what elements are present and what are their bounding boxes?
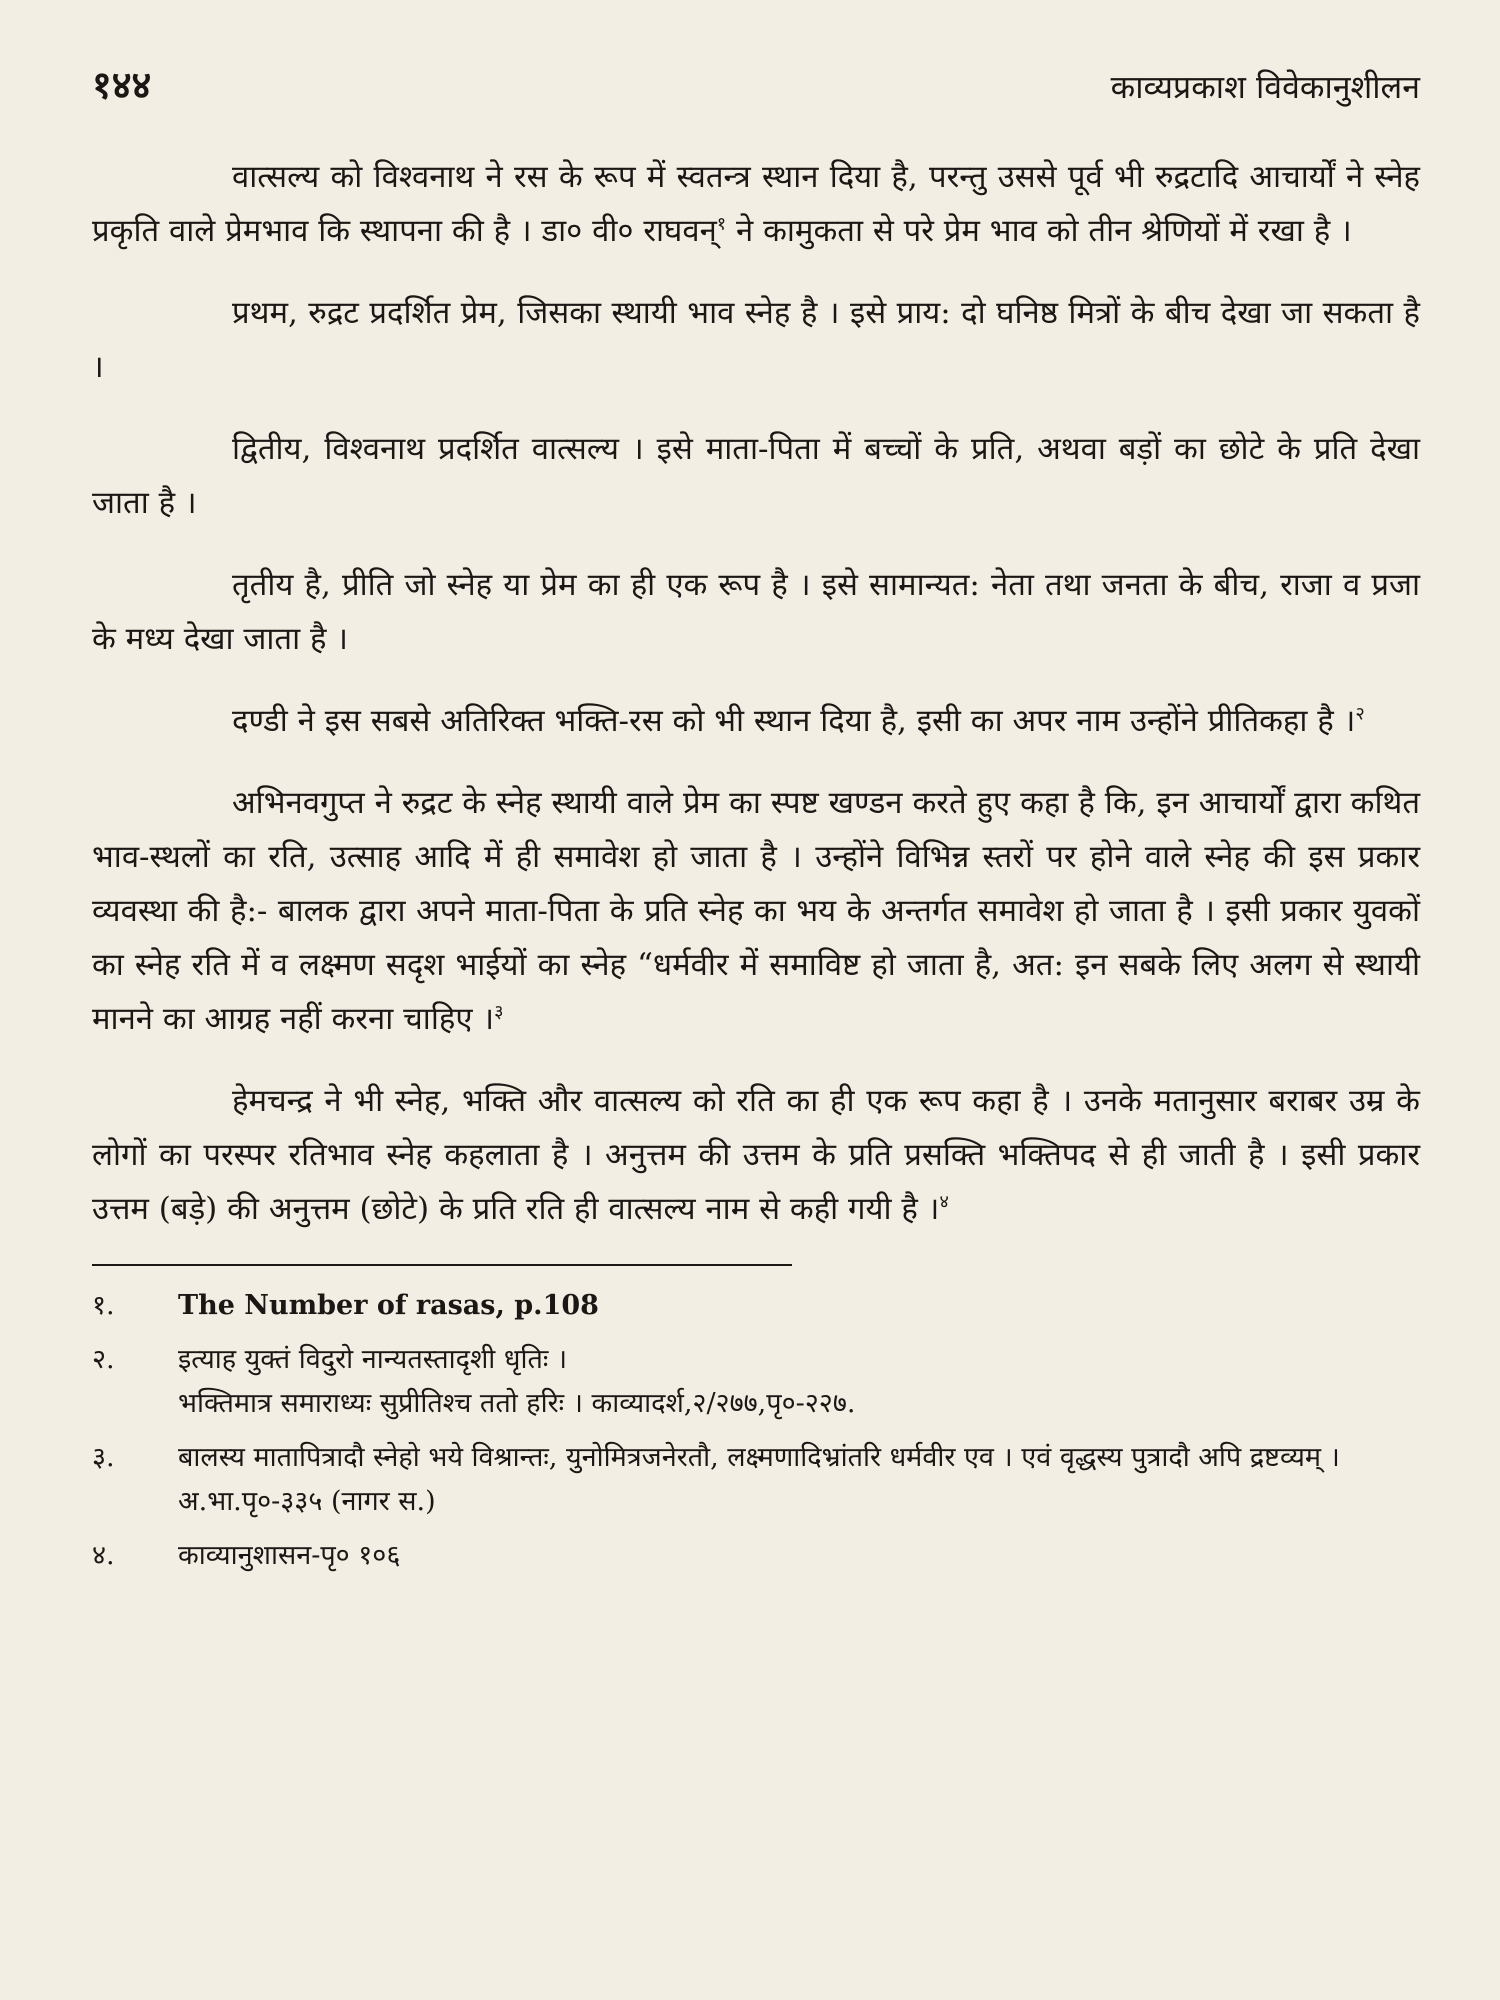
page-number: १४४ <box>92 62 152 107</box>
footnote-text <box>178 1338 1420 1426</box>
paragraph-text: द्वितीय, विश्वनाथ प्रदर्शित वात्सल्य । इसे माता-पिता में बच्चों के प्रति, अथवा बड़ों का छोटे के प्रति देखा जाता है । <box>92 431 1420 521</box>
paragraph <box>92 776 1420 1046</box>
footnote-item <box>92 1284 1420 1328</box>
paragraph <box>92 150 1420 258</box>
footnote-number: १. <box>92 1290 115 1321</box>
paragraph-text: तृतीय है, प्रीति जो स्नेह या प्रेम का ही एक रूप है । इसे सामान्यत: नेता तथा जनता के बीच, राजा व प्रजा के मध्य देखा जाता है । <box>92 567 1420 657</box>
footnote-ref: ३ <box>494 1001 504 1023</box>
paragraph-text-continued: ने कामुकता से परे प्रेम भाव को तीन श्रेणियों में रखा है । <box>726 213 1352 249</box>
footnote-item <box>92 1338 1420 1426</box>
footnote-text: बालस्य मातापित्रादौ स्नेहो भये विश्रान्तः, युनोमित्रजनेरतौ, लक्ष्मणादिभ्रांतरि धर्मवीर एव । एवं वृद्धस्य पुत्रादौ अपि द्रष्टव्यम् । अ.भा.पृ०-३३५ (नागर स.) <box>178 1442 1340 1517</box>
body-text <box>92 150 1420 1236</box>
footnotes <box>92 1284 1420 1578</box>
paragraph <box>92 286 1420 394</box>
running-title: काव्यप्रकाश विवेकानुशीलन <box>1110 68 1420 106</box>
footnote-number: २. <box>92 1344 115 1375</box>
footnote-text: The Number of rasas, p.108 <box>178 1290 599 1321</box>
footnote-ref: २ <box>1355 703 1365 725</box>
paragraph-text: अभिनवगुप्त ने रुद्रट के स्नेह स्थायी वाले प्रेम का स्पष्ट खण्डन करते हुए कहा है कि, इन आचार्यों द्वारा कथित भाव-स्थलों का रति, उत्साह आदि में ही समावेश हो जाता है । उन्होंने विभिन्न स्तरों पर होने वाले स्नेह की इस प्रकार व्यवस्था की है:- बालक द्वारा अपने माता-पिता के प्रति स्नेह का भय के अन्तर्गत समावेश हो जाता है । इसी प्रकार युवकों का स्नेह रति में व लक्ष्मण सदृश भाईयों का स्नेह “धर्मवीर में समाविष्ट हो जाता है, अत: इन सबके लिए अलग से स्थायी मानने का आग्रह नहीं करना चाहिए । <box>92 785 1420 1037</box>
paragraph <box>92 1074 1420 1236</box>
footnote-number: ४. <box>92 1540 115 1571</box>
footnote-ref: १ <box>716 213 727 235</box>
footnote-line: इत्याह युक्तं विदुरो नान्यतस्तादृशी धृतिः । <box>178 1344 568 1375</box>
footnote-number: ३. <box>92 1442 115 1473</box>
paragraph <box>92 558 1420 666</box>
paragraph-text: वात्सल्य को विश्वनाथ ने रस के रूप में स्वतन्त्र स्थान दिया है, परन्तु उससे पूर्व भी रुद्रटादि आचार्यों ने स्नेह प्रकृति वाले प्रेमभाव कि स्थापना की है । डा० वी० राघवन् <box>92 159 1420 249</box>
page-header <box>92 58 1420 110</box>
paragraph-text: दण्डी ने इस सबसे अतिरिक्त भक्ति-रस को भी स्थान दिया है, इसी का अपर नाम उन्होंने प्रीतिकहा है । <box>232 703 1356 739</box>
footnote-text: काव्यानुशासन-पृ० १०६ <box>178 1540 401 1571</box>
footnote-line: भक्तिमात्र समाराध्यः सुप्रीतिश्च ततो हरिः । काव्यादर्श,२/२७७,पृ०-२२७. <box>178 1388 856 1419</box>
footnote-item <box>92 1534 1420 1578</box>
footnote-ref: ४ <box>939 1191 949 1213</box>
paragraph <box>92 694 1420 748</box>
footnote-divider <box>92 1264 792 1266</box>
paragraph-text: प्रथम, रुद्रट प्रदर्शित प्रेम, जिसका स्थायी भाव स्नेह है । इसे प्राय: दो घनिष्ठ मित्रों के बीच देखा जा सकता है । <box>92 295 1420 385</box>
paragraph <box>92 422 1420 530</box>
paragraph-text: हेमचन्द्र ने भी स्नेह, भक्ति और वात्सल्य को रति का ही एक रूप कहा है । उनके मतानुसार बराबर उम्र के लोगों का परस्पर रतिभाव स्नेह कहलाता है । अनुत्तम की उत्तम के प्रति प्रसक्ति भक्तिपद से ही जाती है । इसी प्रकार उत्तम (बड़े) की अनुत्तम (छोटे) के प्रति रति ही वात्सल्य नाम से कही गयी है । <box>92 1083 1420 1227</box>
footnote-item <box>92 1436 1420 1524</box>
